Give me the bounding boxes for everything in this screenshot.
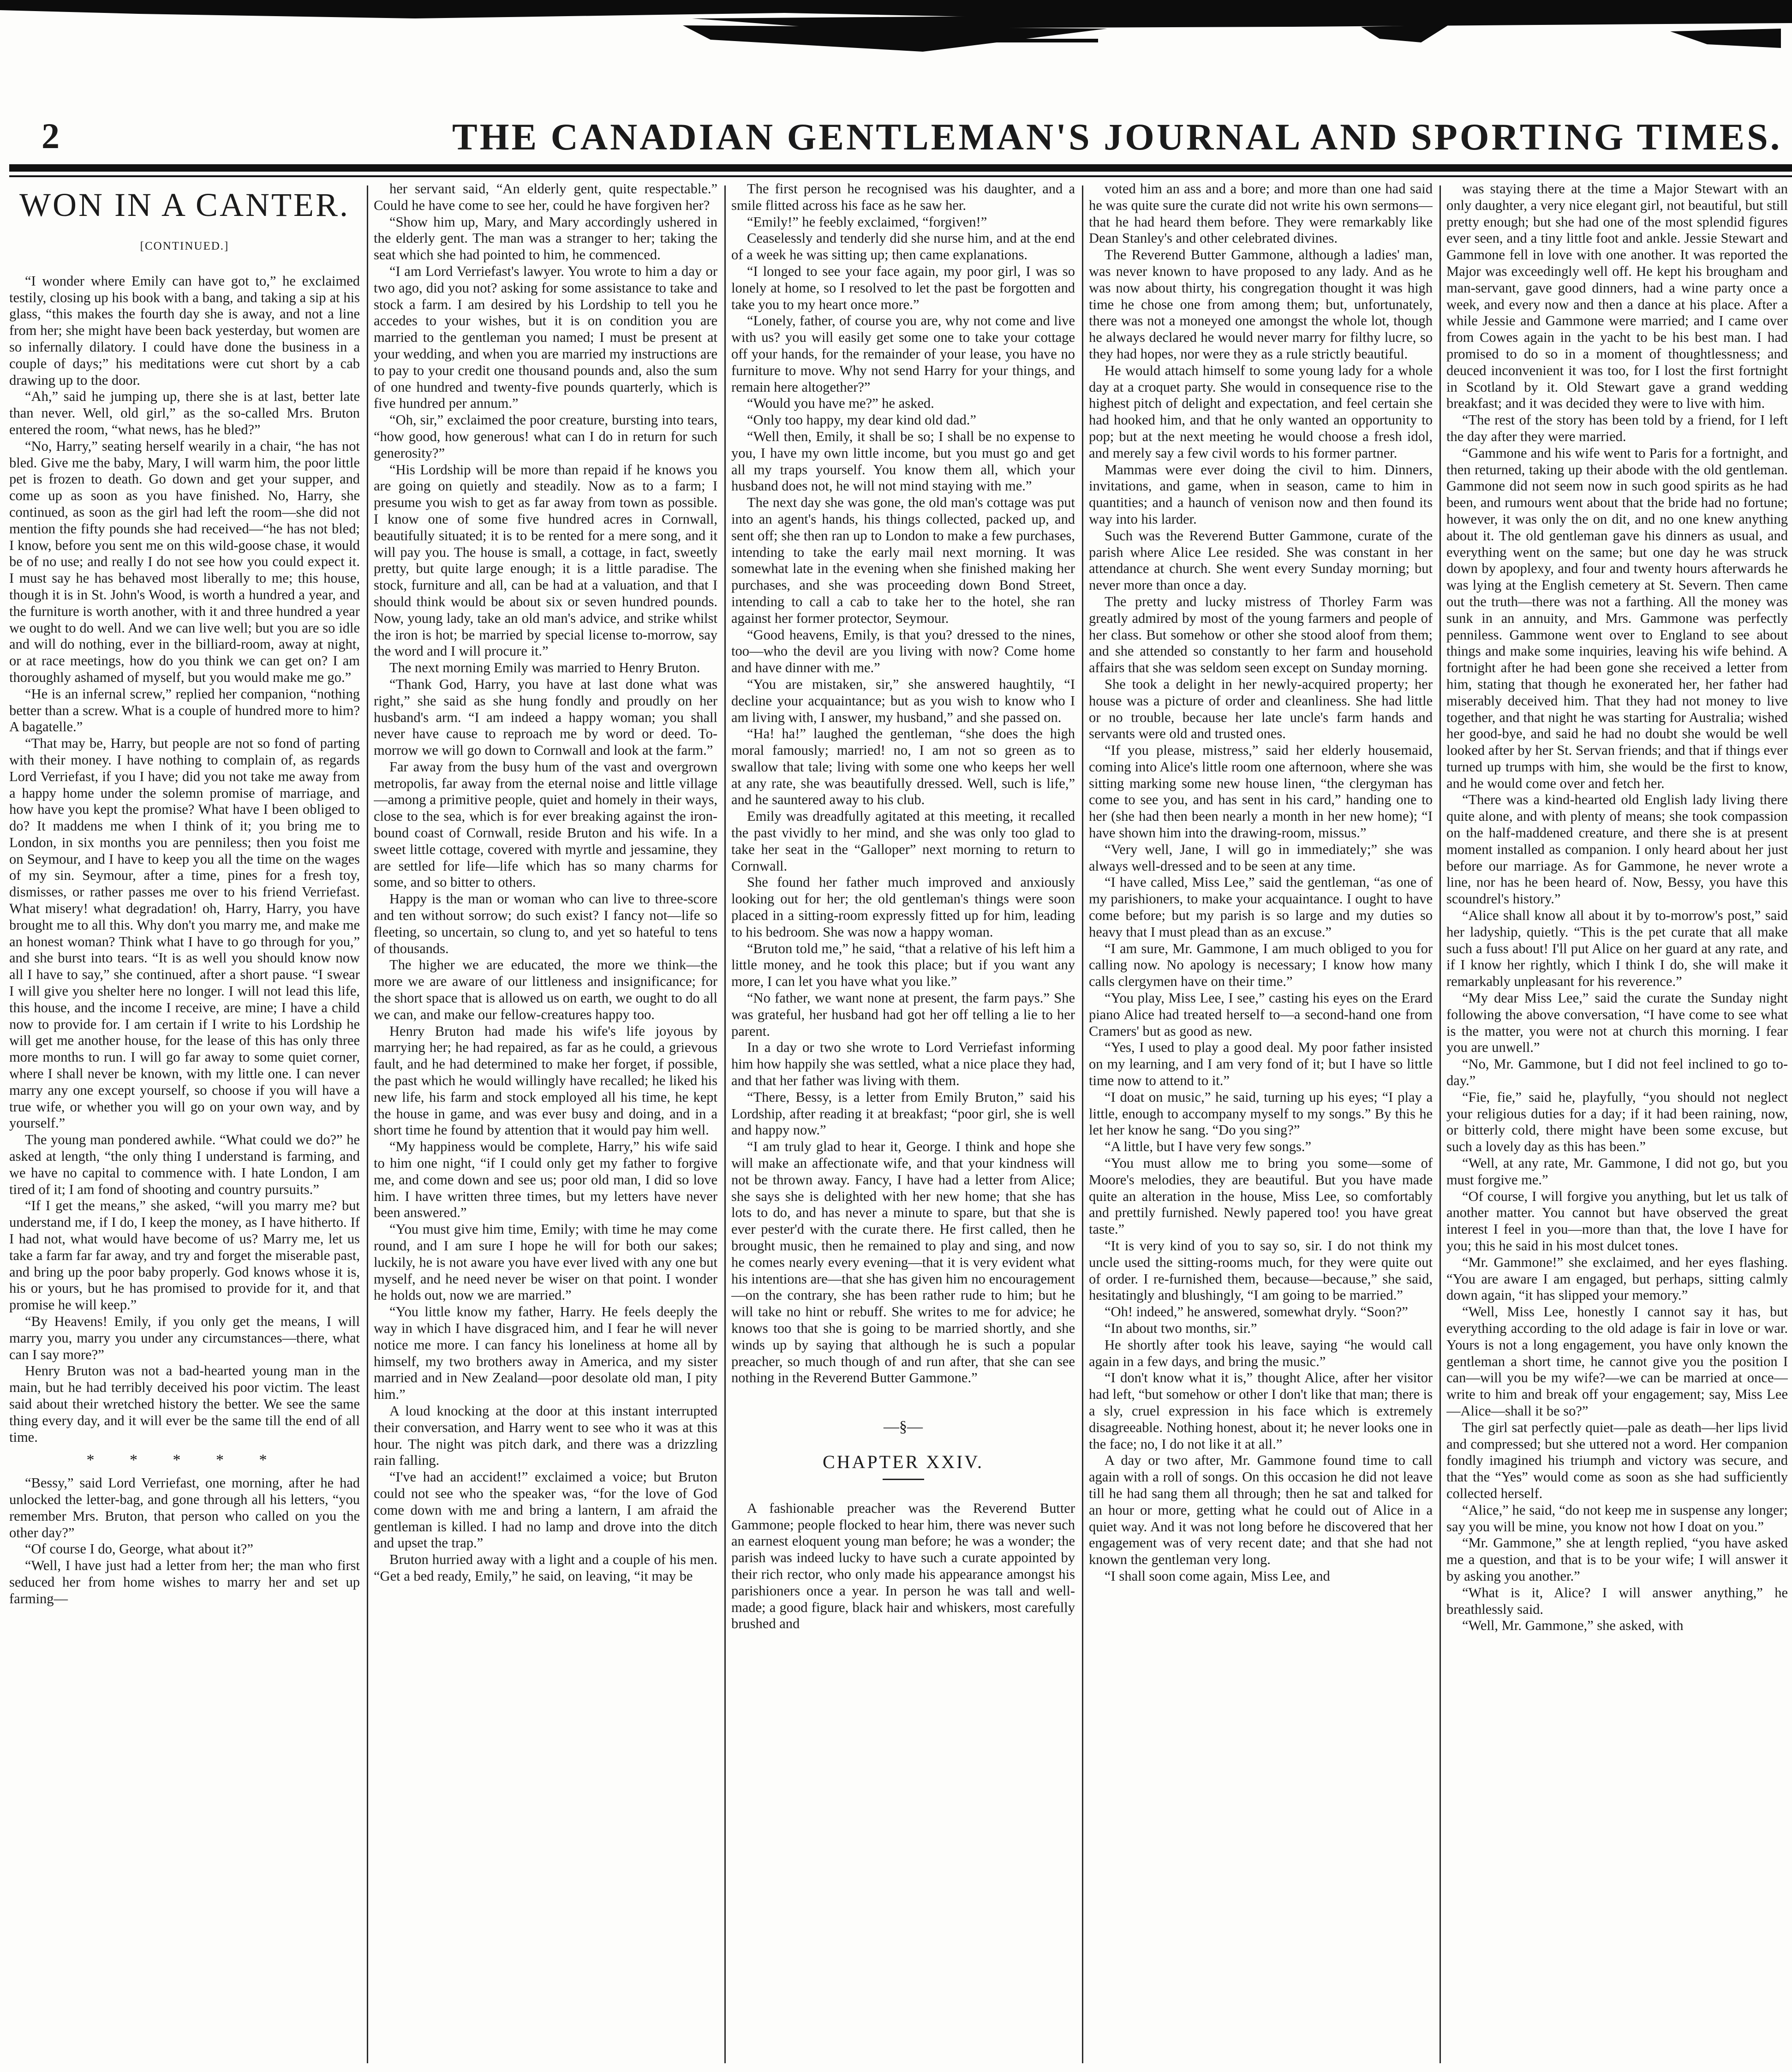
page-number: 2 xyxy=(42,116,60,156)
running-title: THE CANADIAN GENTLEMAN'S JOURNAL AND SPORTING TIMES. xyxy=(452,116,1782,158)
article-paragraph: A loud knocking at the door at this instant interrupted their conversation, and Harry went to see who it was at this hour. The night was pitch dark, and there was a drizzling rain falling. xyxy=(374,1403,717,1469)
article-paragraph: “His Lordship will be more than repaid if he knows you are going on quietly and steadily. Now as to a farm; I presume you wish to get as far away from town as possible. I know one of some five hundred acres in Cornwall, beautifully situated; it is to be rented for a mere song, and it will pay you. The house is small, a cottage, in fact, sweetly pretty, but quite large enough; it is a little paradise. The stock, furniture and all, can be had at a valuation, and that I should think would be about six or seven hundred pounds. Now, young lady, take an old man's advice, and strike whilst the iron is hot; be married by special license to-morrow, say the word and I will procure it.” xyxy=(374,461,717,659)
column-1 xyxy=(9,181,360,2068)
article-paragraph: “My happiness would be complete, Harry,” his wife said to him one night, “if I could only get my father to forgive me, and come down and see us; poor old man, I did so love him. I have written three times, but my letters have never been answered.” xyxy=(374,1139,717,1221)
article-paragraph: “In about two months, sir.” xyxy=(1105,1320,1257,1336)
article-paragraph: “I have called, Miss Lee,” said the gentleman, “as one of my parishioners, to make your acquaintance. I ought to have come before; but my parish is so large and my duties so heavy that I must plead than as an excuse.” xyxy=(1089,874,1433,940)
article-paragraph: “Would you have me?” he asked. xyxy=(747,395,934,412)
article-paragraph: “Very well, Jane, I will go in immediately;” she was always well-dressed and to be seen at any time. xyxy=(1089,841,1433,874)
article-columns xyxy=(9,181,1792,2070)
article-paragraph: “You are mistaken, sir,” she answered haughtily, “I decline your acquaintance; but as you wish to know who I am living with, I answer, my husband,” and she passed on. xyxy=(731,676,1075,725)
article-paragraph: Far away from the busy hum of the vast and overgrown metropolis, far away from the eternal noise and little village—among a primitive people, quiet and homely in their ways, close to the sea, which is for ever breaking against the iron-bound coast of Cornwall, reside Bruton and his wife. In a sweet little cottage, covered with myrtle and jessamine, they are settled for life—life which has so many charms for some, and so bitter to others. xyxy=(374,758,717,890)
column-2 xyxy=(374,181,717,2068)
continued-label: [CONTINUED.] xyxy=(140,240,229,252)
column-divider xyxy=(1440,185,1441,2063)
article-paragraph: “That may be, Harry, but people are not so fond of parting with their money. I have nothing to complain of, as regards Lord Verriefast, if you I have; did you not take me away from a happy home under the solemn promise of marriage, and how have you kept the promise? What have I been obliged to do? It maddens me when I think of it; you bring me to London, in six months you are penniless; then you foist me on Seymour, and I have to keep you all the time on the wages of my sin. Seymour, after a time, pines for a fresh toy, dismisses, or rather passes me over to his friend Verriefast. What misery! what degradation! oh, Harry, Harry, you have brought me to all this. Why don't you marry me, and make me an honest woman? Think what I have to go through for you,” and she burst into tears. “It is as well you should know now all I have to say,” she continued, after a short pause. “I swear I will give you shelter here no longer. I will not lead this life, this house, and the income I receive, are mine; I have a child now to provide for. I am certain if I write to his Lordship he will get me another house, for the lease of this has only three more months to run. I will go far away to some quiet corner, where I shall never be known, with my little one. I can never marry any one except yourself, so choose if you will have a true wife, or whether you will go on your own way, and by yourself.” xyxy=(9,735,360,1131)
article-paragraph: “Show him up, Mary, and Mary accordingly ushered in the elderly gent. The man was a stranger to her; taking the seat which she had pointed to him, he commenced. xyxy=(374,214,717,263)
article-paragraph: “I don't know what it is,” thought Alice, after her visitor had left, “but somehow or other I don't like that man; there is a sly, cruel expression in his face which is extremely disagreeable. Nothing honest, about it; he never looks one in the face; no, I do not like it at all.” xyxy=(1089,1370,1433,1452)
article-paragraph: “Emily!” he feebly exclaimed, “forgiven!” xyxy=(747,214,987,230)
article-paragraph: voted him an ass and a bore; and more than one had said he was quite sure the curate did not write his own sermons—that he had heard them before. They were remarkably like Dean Stanley's and other celebrated divines. xyxy=(1089,181,1433,246)
chapter-rule xyxy=(883,1479,924,1480)
chapter-heading: CHAPTER XXIV. xyxy=(822,1451,984,1472)
article-paragraph: The next day she was gone, the old man's cottage was put into an agent's hands, his things collected, packed up, and sent off; she then ran up to London to make a few purchases, intending to take the early mail next morning. It was somewhat late in the evening when she finished making her purchases, and she was proceeding down Bond Street, intending to call a cab to take her to the hotel, she ran against her former protector, Seymour. xyxy=(731,495,1075,626)
chapter-ornament: —§— xyxy=(884,1418,923,1436)
section-break: * * * * * xyxy=(86,1451,283,1469)
article-paragraph: The first person he recognised was his daughter, and a smile flitted across his face as he saw her. xyxy=(731,181,1075,213)
article-paragraph: “You must give him time, Emily; with time he may come round, and I am sure I hope he will for both our sakes; luckily, he is not aware you have ever lived with any one but myself, and he need never be wiser on that point. I wonder he holds out, now we are married.” xyxy=(374,1221,717,1303)
article-paragraph: “I longed to see your face again, my poor girl, I was so lonely at home, so I resolved to let the past be forgotten and take you to my heart once more.” xyxy=(731,263,1075,312)
article-paragraph: Henry Bruton had made his wife's life joyous by marrying her; he had repaired, as far as he could, a grievous fault, and he had determined to make her forget, if possible, the past which he would willingly have recalled; he liked his new life, his farm and stock employed all his time, he kept the house in game, and was ever busy and doing, and in a short time he found by attention that it would pay him well. xyxy=(374,1023,717,1138)
column-divider xyxy=(367,185,368,2063)
article-paragraph: “No, Harry,” seating herself wearily in a chair, “he has not bled. Give me the baby, Mary, I will warm him, the poor little pet is frozen to death. Go down and get your supper, and come up as soon as you have finished. No, Harry, she continued, as soon as the girl had left the room—she did not mention the fifty pounds she had received—“he has not bled; I know, before you sent me on this wild-goose chase, it would be of no use; and really I do not see how you could expect it. I must say he has behaved most liberally to me; this house, though it is in St. John's Wood, is worth a hundred a year, and the furniture is worth another, with it and three hundred a year we ought to do well. And we can live well; but you are so idle and will do nothing, ever in the billiard-room, away at night, or at race meetings, how do you think we can get on? I am thoroughly ashamed of myself, but you would make me go.” xyxy=(9,438,360,685)
column-3 xyxy=(731,181,1075,2068)
article-paragraph: Ceaselessly and tenderly did she nurse him, and at the end of a week he was sitting up; then came explanations. xyxy=(731,230,1075,263)
article-paragraph: The young man pondered awhile. “What could we do?” he asked at length, “the only thing I understand is farming, and we have no capital to commence with. I hate London, I am tired of it; I am fond of shooting and country pursuits.” xyxy=(9,1132,360,1197)
column-divider xyxy=(1082,185,1083,2063)
article-paragraph: “There, Bessy, is a letter from Emily Bruton,” said his Lordship, after reading it at breakfast; “poor girl, she is well and happy now.” xyxy=(731,1089,1075,1138)
column-4 xyxy=(1089,181,1433,2068)
article-paragraph: “Gammone and his wife went to Paris for a fortnight, and then returned, taking up their abode with the old gentleman. Gammone did not seem now in such good spirits as he had been, and rumours went about that the bride had no fortune; however, it was only the on dit, and no one knew anything about it. The old gentleman gave his dinners as usual, and everything went on the same; but one day he was struck down by apoplexy, and four and twenty hours afterwards he was lying at the English cemetery at St. Severn. Then came out the truth—there was not a farthing. All the money was sunk in an annuity, and Mrs. Gammone was perfectly penniless. Gammone went over to England to see about things and make some inquiries, leaving his wife behind. A fortnight after he had been gone she received a letter from him, stating that though he exonerated her, her father had miserably deceived him. That they had not money to live together, and that night he was starting for Australia; wished her good-bye, and said he had no doubt she would be well looked after by her St. Servan friends; and that if things ever turned up trumps with him, she would be the first to know, and he would come over and fetch her. xyxy=(1446,445,1788,791)
article-paragraph: The next morning Emily was married to Henry Bruton. xyxy=(389,660,700,676)
story-title: WON IN A CANTER. xyxy=(19,186,350,223)
article-paragraph: He would attach himself to some young lady for a whole day at a croquet party. She would in consequence rise to the highest pitch of delight and expectation, and feel certain she had hooked him, and that he only wanted an opportunity to pop; but at the next meeting he would choose a fresh idol, and merely say a few civil words to his former partner. xyxy=(1089,362,1433,461)
article-paragraph: “Of course I do, George, what about it?” xyxy=(25,1541,253,1557)
column-divider xyxy=(724,185,726,2063)
article-paragraph: “You play, Miss Lee, I see,” casting his eyes on the Erard piano Alice had treated herself to—a second-hand one from Cramers' but as good as new. xyxy=(1089,990,1433,1039)
article-paragraph: was staying there at the time a Major Stewart with an only daughter, a very nice elegant girl, not beautiful, but still pretty enough; but she had one of the most splendid figures ever seen, and a tiny little foot and ankle. Jessie Stewart and Gammone fell in love with one another. It was reported the Major was exceedingly well off. He kept his brougham and man-servant, gave good dinners, had a wine party once a week, and every now and then a dance at his place. After a while Jessie and Gammone were married; and I came over from Cowes again in the yacht to be his best man. I had promised to do so in a moment of thoughtlessness; and deuced inconvenient it was too, for I lost the first fortnight in Scotland by it. Old Stewart gave a grand wedding breakfast; and it was decided they were to live with him. xyxy=(1446,181,1788,412)
article-paragraph: “Yes, I used to play a good deal. My poor father insisted on my learning, and I am very fond of it; but I have so little time now to attend to it.” xyxy=(1089,1039,1433,1089)
article-paragraph: A fashionable preacher was the Reverend Butter Gammone; people flocked to hear him, there was never such an earnest eloquent young man before; he was a wonder; the parish was indeed lucky to have such a curate appointed by their rich rector, who only made his appearance amongst his parishioners once a year. In person he was tall and well-made; a good figure, black hair and whiskers, most carefully brushed and xyxy=(731,1500,1075,1632)
article-paragraph: “My dear Miss Lee,” said the curate the Sunday night following the above conversation, “I have come to see what is the matter, you were not at church this morning. I fear you are unwell.” xyxy=(1446,990,1788,1056)
article-paragraph: “The rest of the story has been told by a friend, for I left the day after they were married. xyxy=(1446,412,1788,444)
article-paragraph: “I am Lord Verriefast's lawyer. You wrote to him a day or two ago, did you not? asking for some assistance to take and stock a farm. I am desired by his Lordship to tell you he accedes to your wishes, but it is on condition you are married to the gentleman you named; I must be present at your wedding, and when you are married my instructions are to pay to your credit one thousand pounds and, also the sum of one hundred and twenty-five pounds quarterly, which is five hundred per annum.” xyxy=(374,263,717,412)
article-paragraph: “If you please, mistress,” said her elderly housemaid, coming into Alice's little room one afternoon, where she was sitting marking some new house linen, “the clergyman has come to see you, and has sent in his card,” handing one to her (she had then been nearly a month in her new home); “I have shown him into the drawing-room, missus.” xyxy=(1089,742,1433,841)
article-paragraph: “Fie, fie,” said he, playfully, “you should not neglect your religious duties for a day; if it had been raining, now, or bitterly cold, there might have been some excuse, but such a lovely day as this has been.” xyxy=(1446,1089,1788,1155)
article-paragraph: A day or two after, Mr. Gammone found time to call again with a roll of songs. On this occasion he did not leave till he had sang them all through; then he sat and talked for an hour or more, getting what he could out of Alice in a quiet way. And it was not long before he discovered that her engagement was of very recent date; and that she had not known the gentleman very long. xyxy=(1089,1452,1433,1568)
article-paragraph: “Well, at any rate, Mr. Gammone, I did not go, but you must forgive me.” xyxy=(1446,1155,1788,1188)
header-rule xyxy=(9,164,1792,172)
article-paragraph: Mammas were ever doing the civil to him. Dinners, invitations, and game, when in season, came to him in quantities; and a haunch of venison now and then found its way into his larder. xyxy=(1089,461,1433,527)
article-paragraph: “There was a kind-hearted old English lady living there quite alone, and with plenty of means; she took compassion on the half-maddened creature, and there she is at present moment installed as companion. I only heard about her just before our marriage. As for Gammone, he never wrote a line, nor has he been heard of. Now, Bessy, you have this scoundrel's history.” xyxy=(1446,792,1788,907)
article-paragraph: her servant said, “An elderly gent, quite respectable.” Could he have come to see her, could he have forgiven her? xyxy=(374,181,717,213)
article-paragraph: Such was the Reverend Butter Gammone, curate of the parish where Alice Lee resided. She was constant in her attendance at church. She went every Sunday morning; but never more than once a day. xyxy=(1089,527,1433,593)
article-paragraph: “Only too happy, my dear kind old dad.” xyxy=(747,412,976,428)
article-paragraph: “You little know my father, Harry. He feels deeply the way in which I have disgraced him, and I fear he will never notice me more. I can fancy his loneliness at home all by himself, my two brothers away in America, and my sister married and in New Zealand—poor desolate old man, I pity him.” xyxy=(374,1304,717,1403)
header-rule-thin xyxy=(9,175,1792,177)
article-paragraph: Bruton hurried away with a light and a couple of his men. “Get a bed ready, Emily,” he said, on leaving, “it may be xyxy=(374,1552,717,1584)
article-paragraph: “Good heavens, Emily, is that you? dressed to the nines, too—who the devil are you living with now? Come home and have dinner with me.” xyxy=(731,627,1075,676)
article-paragraph: “You must allow me to bring you some—some of Moore's melodies, they are beautiful. But you have made quite an alteration in the house, Miss Lee, so comfortably and prettily furnished. Newly papered too! you have great taste.” xyxy=(1089,1155,1433,1237)
article-paragraph: “I shall soon come again, Miss Lee, and xyxy=(1105,1568,1330,1584)
article-paragraph: Happy is the man or woman who can live to three-score and ten without sorrow; do such exist? I fancy not—life so fleeting, so uncertain, so clung to, and yet so hateful to tens of thousands. xyxy=(374,891,717,956)
article-paragraph: “Well, Miss Lee, honestly I cannot say it has, but everything according to the old adage is fair in love or war. Yours is not a long engagement, you have only known the gentleman a short time, he cannot give you the position I can—will you be my wife?—we can be married at once—write to him and break off your engagement; say, Miss Lee—Alice—shall it be so?” xyxy=(1446,1304,1788,1419)
article-paragraph: “Lonely, father, of course you are, why not come and live with us? you will easily get some one to take your cottage off your hands, for the remainder of your lease, you have no furniture to move. Why not send Harry for your things, and remain here altogether?” xyxy=(731,313,1075,395)
article-paragraph: “By Heavens! Emily, if you only get the means, I will marry you, marry you under any circumstances—there, what can I say more?” xyxy=(9,1314,360,1362)
article-paragraph: “Well, Mr. Gammone,” she asked, with xyxy=(1462,1618,1684,1634)
article-paragraph: “I wonder where Emily can have got to,” he exclaimed testily, closing up his book with a bang, and taking a sip at his glass, “this makes the fourth day she is away, and not a line from her; she might have been back yesterday, but women are so infernally dilatory. I could have done the business in a couple of days;” his meditations were cut short by a cab drawing up to the door. xyxy=(9,273,360,388)
article-paragraph: “Ah,” said he jumping up, there she is at last, better late than never. Well, old girl,” as the so-called Mrs. Bruton entered the room, “what news, has he bled?” xyxy=(9,388,360,437)
article-paragraph: The girl sat perfectly quiet—pale as death—her lips livid and compressed; but she uttered not a word. Her companion fondly imagined his triumph and victory was secure, and that the “Yes” would come as soon as she had sufficiently collected herself. xyxy=(1446,1419,1788,1501)
article-paragraph: “Mr. Gammone!” she exclaimed, and her eyes flashing. “You are aware I am engaged, but perhaps, sitting calmly down again, “it has slipped your memory.” xyxy=(1446,1254,1788,1303)
article-paragraph: “Ha! ha!” laughed the gentleman, “she does the high moral famously; married! no, I am not so green as to swallow that tale; living with some one who keeps her well at any rate, she was beautifully dressed. Well, such is life,” and he sauntered away to his club. xyxy=(731,726,1075,808)
article-paragraph: “I am truly glad to hear it, George. I think and hope she will make an affectionate wife, and that your kindness will not be thrown away. Fancy, I have had a letter from Alice; she says she is delighted with her new home; that she has lots to do, and has never a minute to spare, but that she is ever pester'd with the curate there. He first called, then he brought music, then he remained to play and sing, and now he comes nearly every evening—that it is very evident what his intentions are—that she has given him no encouragement—on the contrary, she has been rather rude to him; but he will take no hint or rebuff. She writes to me for advice; he knows too that she is going to be married shortly, and she winds up by saying that although he is such a popular preacher, so much though of and run after, that she can see nothing in the Reverend Butter Gammone.” xyxy=(731,1139,1075,1386)
article-paragraph: “I've had an accident!” exclaimed a voice; but Bruton could not see who the speaker was, “for the love of God come down with me and bring a lantern, I am afraid the gentleman is killed. I had no lamp and drove into the ditch and upset the trap.” xyxy=(374,1469,717,1551)
article-paragraph: “Alice shall know all about it by to-morrow's post,” said her ladyship, quietly. “This is the pet curate that all make such a fuss about! I'll put Alice on her guard at any rate, and if I know her rightly, which I think I do, she will make it remarkably unpleasant for his reverence.” xyxy=(1446,908,1788,990)
article-paragraph: Henry Bruton was not a bad-hearted young man in the main, but he had terribly deceived his poor victim. The least said about their wretched history the better. We see the same thing every day, and it will ever be the same till the end of all time. xyxy=(9,1363,360,1445)
article-paragraph: “He is an infernal screw,” replied her companion, “nothing better than a screw. What is a couple of hundred more to him? A bagatelle.” xyxy=(9,686,360,735)
article-paragraph: The Reverend Butter Gammone, although a ladies' man, was never known to have proposed to any lady. And as he was now about thirty, his congregation thought it was high time he chose one from among them; but, unfortunately, there was not a moneyed one amongst the whole lot, though he always declared he would never marry for filthy lucre, so they had hopes, nor were they as a rule strictly beautiful. xyxy=(1089,247,1433,362)
article-paragraph: “I am sure, Mr. Gammone, I am much obliged to you for calling now. No apology is necessary; I know how many calls clergymen have on their time.” xyxy=(1089,940,1433,990)
article-paragraph: “No father, we want none at present, the farm pays.” She was grateful, her husband had got her off telling a lie to her parent. xyxy=(731,990,1075,1039)
article-paragraph: “Well, I have just had a letter from her; the man who first seduced her from home wishes to marry her and set up farming— xyxy=(9,1558,360,1606)
article-paragraph: “If I get the means,” she asked, “will you marry me? but understand me, if I do, I keep the money, as I have hitherto. If I had not, what would have become of us? Marry me, let us take a farm far far away, and try and forget the miserable past, and bring up the poor baby properly. God knows whose it is, his or yours, but he has promised to provide for it, and that promise he will keep.” xyxy=(9,1198,360,1313)
article-paragraph: “Of course, I will forgive you anything, but let us talk of another matter. You cannot but have observed the great interest I feel in you—more than that, the love I have for you; this he said in his most dulcet tones. xyxy=(1446,1188,1788,1254)
article-paragraph: “A little, but I have very few songs.” xyxy=(1105,1139,1312,1155)
article-paragraph: “What is it, Alice? I will answer anything,” he breathlessly said. xyxy=(1446,1584,1788,1617)
article-paragraph: “Oh! indeed,” he answered, somewhat dryly. “Soon?” xyxy=(1105,1304,1408,1320)
article-paragraph: The higher we are educated, the more we think—the more we are aware of our littleness and insignificance; for the short space that is allowed us on earth, we ought to do all we can, and make our fellow-creatures happy too. xyxy=(374,957,717,1022)
article-paragraph: “I doat on music,” he said, turning up his eyes; “I play a little, enough to accompany myself to my songs.” By this he let her know he sang. “Do you sing?” xyxy=(1089,1089,1433,1138)
article-paragraph: “No, Mr. Gammone, but I did not feel inclined to go to-day.” xyxy=(1446,1056,1788,1089)
article-paragraph: “It is very kind of you to say so, sir. I do not think my uncle used the sitting-rooms much, for they were quite out of order. I re-furnished them, because—because,” she said, hesitatingly and blushingly, “I am going to be married.” xyxy=(1089,1238,1433,1303)
article-paragraph: “Bessy,” said Lord Verriefast, one morning, after he had unlocked the letter-bag, and gone through all his letters, “you remember Mrs. Bruton, that person who called on you the other day?” xyxy=(9,1475,360,1541)
article-paragraph: In a day or two she wrote to Lord Verriefast informing him how happily she was settled, what a nice place they had, and that her father was living with them. xyxy=(731,1039,1075,1089)
article-paragraph: She took a delight in her newly-acquired property; her house was a picture of order and cleanliness. She had little or no trouble, because her late uncle's farm hands and servants were old and trusted ones. xyxy=(1089,676,1433,742)
article-paragraph: “Mr. Gammone,” she at length replied, “you have asked me a question, and that is to be your wife; I will answer it by asking you another.” xyxy=(1446,1535,1788,1584)
column-5 xyxy=(1446,181,1788,2068)
article-paragraph: She found her father much improved and anxiously looking out for her; the old gentleman's things were soon placed in a sitting-room expressly fitted up for him, leading to his bedroom. She was now a happy woman. xyxy=(731,874,1075,940)
article-paragraph: The pretty and lucky mistress of Thorley Farm was greatly admired by most of the young farmers and people of her class. But somehow or other she stood aloof from them; and she attended so constantly to her farm and household affairs that she was seldom seen except on Sunday morning. xyxy=(1089,593,1433,676)
article-paragraph: “Alice,” he said, “do not keep me in suspense any longer; say you will be mine, you know not how I doat on you.” xyxy=(1446,1502,1788,1535)
article-paragraph: He shortly after took his leave, saying “he would call again in a few days, and bring the music.” xyxy=(1089,1337,1433,1369)
article-paragraph: “Thank God, Harry, you have at last done what was right,” she said as she hung fondly and proudly on her husband's arm. “I am indeed a happy woman; you shall never have cause to reproach me by word or deed. To-morrow we will go down to Cornwall and look at the farm.” xyxy=(374,676,717,758)
article-paragraph: Emily was dreadfully agitated at this meeting, it recalled the past vividly to her mind, and she was only too glad to take her seat in the “Galloper” next morning to return to Cornwall. xyxy=(731,808,1075,874)
article-paragraph: “Well then, Emily, it shall be so; I shall be no expense to you, I have my own little income, but you must go and get all my traps yourself. You know them all, which your husband does not, he will not mind staying with me.” xyxy=(731,428,1075,494)
scan-edge-artifact xyxy=(0,0,1792,69)
article-paragraph: “Bruton told me,” he said, “that a relative of his left him a little money, and he took this place; but if you want any more, I can let you have what you like.” xyxy=(731,940,1075,990)
article-paragraph: “Oh, sir,” exclaimed the poor creature, bursting into tears, “how good, how generous! what can I do in return for such generosity?” xyxy=(374,412,717,461)
